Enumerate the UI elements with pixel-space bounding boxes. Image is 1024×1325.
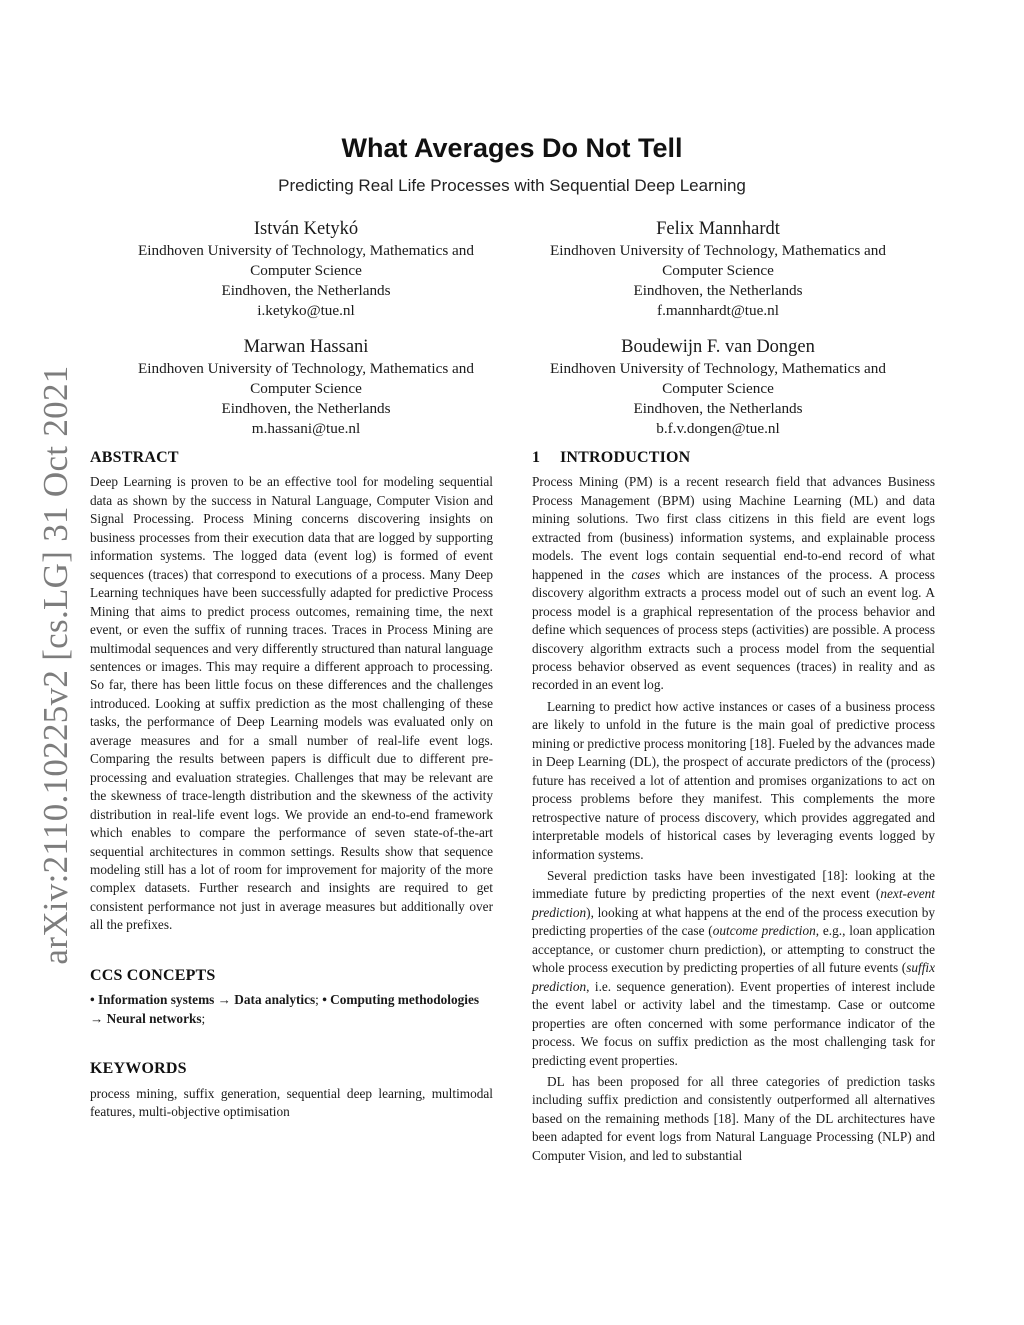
ccs-term: • Computing methodologies	[322, 992, 480, 1008]
paper-subtitle: Predicting Real Life Processes with Sequential Deep Learning	[278, 176, 746, 195]
ccs-heading: CCS CONCEPTS	[90, 966, 216, 984]
author-block	[96, 218, 516, 321]
author-affiliation: Computer Science	[662, 380, 774, 397]
emphasis: next-event prediction	[532, 886, 935, 920]
author-email[interactable]: b.f.v.dongen@tue.nl	[656, 420, 780, 437]
abstract-text: Deep Learning is proven to be an effective tool for modeling sequential data as shown by the success in Natural Language, Computer Vision and Signal Processing. Process Mining concerns discovering insights on business processes from their execution data that are logged by supporting information systems. The logged data (event log) is formed of event sequences (traces) that correspond to executions of a process. Many Deep Learning techniques have been successfully adapted for predictive Process Mining that aims to predict process outcomes, remaining time, the next event, or even the suffix of running traces. Traces in Process Mining are multimodal sequences and very differently structured than natural language sentences or images. This may require a different approach to processing. So far, there has been little focus on these differences and the challenges introduced. Looking at suffix prediction as the most challenging of these tasks, the performance of Deep Learning models was evaluated only on average measures and for a small number of real-life event logs. Comparing the results between papers is difficult due to different pre-processing and evaluation strategies. Challenges that may be relevant are the skewness of trace-length distribution and the skewness of the activity distribution in real-life event logs. We provide an end-to-end framework which enables to compare the performance of seven state-of-the-art sequential architectures in common settings. Results show that sequence modeling still has a lot of room for improvement for majority of the more complex datasets. Further research and insights are required to get consistent performance not just in average measures but additionally over all the prefixes.	[90, 474, 493, 933]
emphasis: outcome prediction	[712, 923, 816, 939]
author-affiliation: Eindhoven University of Technology, Mathematics and	[550, 360, 886, 377]
author-email[interactable]: i.ketyko@tue.nl	[257, 302, 355, 319]
abstract-heading: ABSTRACT	[90, 449, 179, 466]
ccs-term: • Information systems	[90, 992, 215, 1008]
emphasis: cases	[631, 566, 661, 582]
section-title: INTRODUCTION	[560, 449, 691, 466]
arrow-icon: →	[90, 1010, 104, 1026]
author-block	[96, 336, 516, 439]
author-block	[508, 218, 928, 321]
ccs-concepts	[90, 991, 493, 1028]
intro-heading	[532, 449, 935, 467]
paper-title: What Averages Do Not Tell	[341, 133, 683, 163]
author-affiliation: Computer Science	[250, 262, 362, 279]
arrow-icon: →	[217, 992, 231, 1008]
author-location: Eindhoven, the Netherlands	[633, 400, 803, 417]
left-column	[90, 449, 493, 1122]
author-location: Eindhoven, the Netherlands	[221, 400, 391, 417]
intro-paragraph: Process Mining (PM) is a recent research field that advances Business Process Management (BPM) using Machine Learning (ML) and data mining solutions. Two first class citizens in this field are event logs extracted from (business) information systems, and explainable process models. The event logs contain sequential end-to-end record of what happened in the cases which are instances of the process. A process discovery algorithm extracts a process model out of such an event log. A process model is a graphical representation of the process behavior and define which sequences of process steps (activities) are possible. A process discovery algorithm extracts such a process model from the sequential process behavior observed as event sequences (traces) in reality and as recorded in an event log.	[532, 474, 935, 693]
intro-paragraph: Learning to predict how active instances or cases of a business process are likely to unfold in the future is the main goal of predictive process mining or predictive process monitoring [18]. Fueled by the advances made in Deep Learning (DL), the prospect of accurate predictors of the (process) future has received a lot of attention and promises organizations to act on process problems before they manifest. This complements the more retrospective nature of process discovery, which provides aggregated and interpretable models of historical cases by leveraging events logged by information systems.	[532, 698, 935, 862]
author-email[interactable]: f.mannhardt@tue.nl	[657, 302, 779, 319]
section-number: 1	[532, 449, 541, 466]
ccs-term: Data analytics	[234, 992, 316, 1008]
author-block	[508, 336, 928, 439]
author-affiliation: Computer Science	[250, 380, 362, 397]
keywords-text: process mining, suffix generation, sequential deep learning, multimodal features, multi-objective optimisation	[90, 1085, 493, 1120]
author-affiliation: Eindhoven University of Technology, Mathematics and	[138, 242, 474, 259]
author-name: István Ketykó	[253, 219, 359, 239]
intro-paragraph: DL has been proposed for all three categories of prediction tasks including suffix prediction and consistently outperformed all alternatives based on the remaining methods [18]. Many of the DL architectures have been adapted for event logs from Natural Language Processing (NLP) and Computer Vision, and led to substantial	[532, 1073, 935, 1163]
author-name: Felix Mannhardt	[656, 219, 780, 239]
author-name: Marwan Hassani	[243, 337, 369, 357]
ccs-separator: ;	[201, 1010, 206, 1026]
author-name: Boudewijn F. van Dongen	[621, 337, 815, 357]
arxiv-identifier: arXiv:2110.10225v2 [cs.LG] 31 Oct 2021	[36, 365, 75, 965]
author-affiliation: Eindhoven University of Technology, Mathematics and	[550, 242, 886, 259]
emphasis: suffix prediction	[532, 960, 935, 994]
right-column	[532, 449, 935, 1165]
keywords-heading: KEYWORDS	[90, 1060, 187, 1078]
ccs-term: Neural networks	[106, 1010, 202, 1026]
intro-paragraph: Several prediction tasks have been investigated [18]: looking at the immediate future by predicting properties of the next event (next-event prediction), looking at what happens at the end of the process execution by predicting properties of the case (outcome prediction, e.g., loan application acceptance, or customer churn prediction), or attempting to construct the whole process execution by predicting properties of all future events (suffix prediction, i.e. sequence generation). Event properties of interest include the event label or activity label and the timestamp. Case or outcome properties are often concerned with some performance indicator of the process. We focus on suffix prediction as the most challenging task for predicting event properties.	[532, 867, 935, 1068]
author-affiliation: Computer Science	[662, 262, 774, 279]
ccs-separator: ;	[315, 992, 319, 1008]
author-affiliation: Eindhoven University of Technology, Mathematics and	[138, 360, 474, 377]
author-location: Eindhoven, the Netherlands	[633, 282, 803, 299]
author-location: Eindhoven, the Netherlands	[221, 282, 391, 299]
author-email[interactable]: m.hassani@tue.nl	[251, 420, 361, 437]
